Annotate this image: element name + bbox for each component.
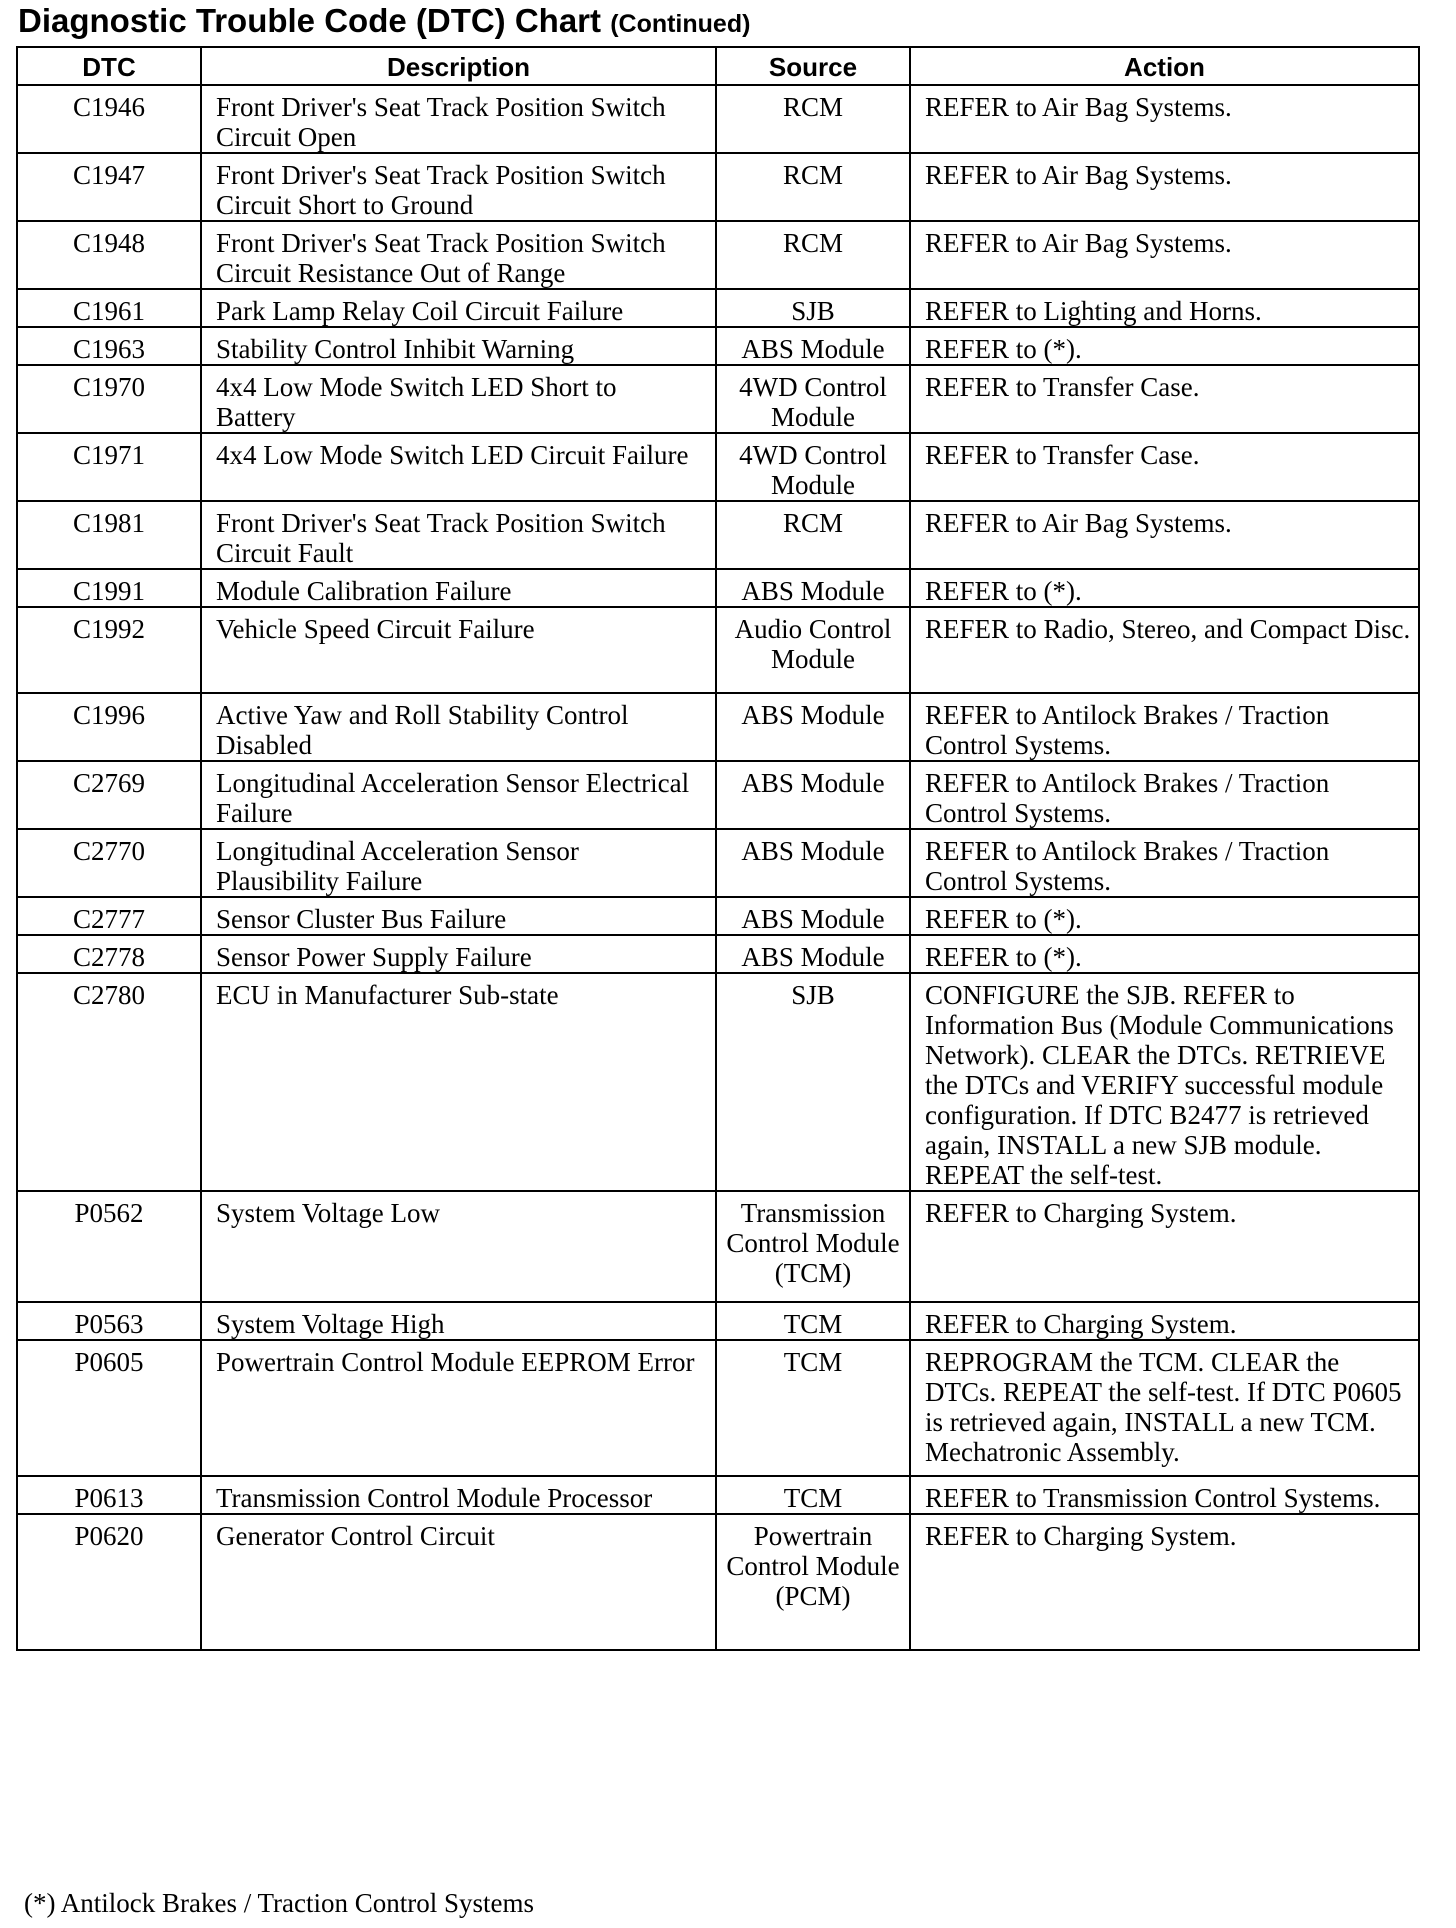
action-cell: REFER to Air Bag Systems. bbox=[910, 153, 1419, 221]
table-row bbox=[17, 897, 1419, 935]
action-cell: REFER to Charging System. bbox=[910, 1514, 1419, 1650]
dtc-code-cell: P0613 bbox=[17, 1476, 201, 1514]
description-cell: System Voltage Low bbox=[201, 1191, 716, 1302]
table-row bbox=[17, 501, 1419, 569]
source-cell: 4WD Control Module bbox=[716, 365, 910, 433]
description-cell: Stability Control Inhibit Warning bbox=[201, 327, 716, 365]
description-cell: Sensor Cluster Bus Failure bbox=[201, 897, 716, 935]
source-cell: ABS Module bbox=[716, 569, 910, 607]
table-body bbox=[17, 85, 1419, 1650]
description-cell: Module Calibration Failure bbox=[201, 569, 716, 607]
action-cell: REFER to (*). bbox=[910, 935, 1419, 973]
action-cell: REFER to (*). bbox=[910, 327, 1419, 365]
table-row bbox=[17, 1191, 1419, 1302]
description-cell: Transmission Control Module Processor bbox=[201, 1476, 716, 1514]
dtc-code-cell: C2777 bbox=[17, 897, 201, 935]
action-cell: REFER to (*). bbox=[910, 897, 1419, 935]
description-cell: System Voltage High bbox=[201, 1302, 716, 1340]
column-header-description: Description bbox=[201, 47, 716, 85]
table-row bbox=[17, 433, 1419, 501]
description-cell: 4x4 Low Mode Switch LED Short to Battery bbox=[201, 365, 716, 433]
action-cell: REFER to Air Bag Systems. bbox=[910, 501, 1419, 569]
table-header-row bbox=[17, 47, 1419, 85]
dtc-code-cell: C1996 bbox=[17, 693, 201, 761]
action-cell: REFER to (*). bbox=[910, 569, 1419, 607]
source-cell: TCM bbox=[716, 1476, 910, 1514]
table-row bbox=[17, 289, 1419, 327]
table-row bbox=[17, 1302, 1419, 1340]
dtc-code-cell: P0563 bbox=[17, 1302, 201, 1340]
column-header-source: Source bbox=[716, 47, 910, 85]
source-cell: ABS Module bbox=[716, 829, 910, 897]
source-cell: ABS Module bbox=[716, 693, 910, 761]
action-cell: REFER to Transmission Control Systems. bbox=[910, 1476, 1419, 1514]
action-cell: REFER to Transfer Case. bbox=[910, 433, 1419, 501]
dtc-code-cell: P0605 bbox=[17, 1340, 201, 1476]
table-row bbox=[17, 761, 1419, 829]
description-cell: Front Driver's Seat Track Position Switch Circuit Short to Ground bbox=[201, 153, 716, 221]
source-cell: ABS Module bbox=[716, 935, 910, 973]
source-cell: RCM bbox=[716, 85, 910, 153]
table-row bbox=[17, 569, 1419, 607]
description-cell: Longitudinal Acceleration Sensor Electrical Failure bbox=[201, 761, 716, 829]
source-cell: TCM bbox=[716, 1340, 910, 1476]
description-cell: Powertrain Control Module EEPROM Error bbox=[201, 1340, 716, 1476]
table-row bbox=[17, 693, 1419, 761]
action-cell: REFER to Lighting and Horns. bbox=[910, 289, 1419, 327]
action-cell: REFER to Charging System. bbox=[910, 1191, 1419, 1302]
dtc-code-cell: P0562 bbox=[17, 1191, 201, 1302]
dtc-code-cell: C1992 bbox=[17, 607, 201, 693]
dtc-code-cell: C1961 bbox=[17, 289, 201, 327]
dtc-code-cell: C1946 bbox=[17, 85, 201, 153]
page-title-main: Diagnostic Trouble Code (DTC) Chart bbox=[18, 2, 602, 39]
table-row bbox=[17, 935, 1419, 973]
table-row bbox=[17, 221, 1419, 289]
source-cell: ABS Module bbox=[716, 327, 910, 365]
dtc-code-cell: C1970 bbox=[17, 365, 201, 433]
dtc-code-cell: C2769 bbox=[17, 761, 201, 829]
description-cell: Longitudinal Acceleration Sensor Plausibility Failure bbox=[201, 829, 716, 897]
source-cell: SJB bbox=[716, 973, 910, 1191]
source-cell: TCM bbox=[716, 1302, 910, 1340]
dtc-code-cell: C2780 bbox=[17, 973, 201, 1191]
dtc-code-cell: C1981 bbox=[17, 501, 201, 569]
table-row bbox=[17, 973, 1419, 1191]
source-cell: RCM bbox=[716, 501, 910, 569]
table-row bbox=[17, 327, 1419, 365]
description-cell: ECU in Manufacturer Sub-state bbox=[201, 973, 716, 1191]
action-cell: REFER to Transfer Case. bbox=[910, 365, 1419, 433]
dtc-code-cell: C2770 bbox=[17, 829, 201, 897]
table-row bbox=[17, 85, 1419, 153]
source-cell: ABS Module bbox=[716, 761, 910, 829]
column-header-dtc: DTC bbox=[17, 47, 201, 85]
dtc-code-cell: C1947 bbox=[17, 153, 201, 221]
dtc-code-cell: C1971 bbox=[17, 433, 201, 501]
dtc-code-cell: C2778 bbox=[17, 935, 201, 973]
source-cell: ABS Module bbox=[716, 897, 910, 935]
table-row bbox=[17, 1340, 1419, 1476]
dtc-code-cell: C1948 bbox=[17, 221, 201, 289]
description-cell: Generator Control Circuit bbox=[201, 1514, 716, 1650]
description-cell: Sensor Power Supply Failure bbox=[201, 935, 716, 973]
dtc-code-cell: P0620 bbox=[17, 1514, 201, 1650]
table-row bbox=[17, 153, 1419, 221]
dtc-code-cell: C1963 bbox=[17, 327, 201, 365]
source-cell: Transmission Control Module (TCM) bbox=[716, 1191, 910, 1302]
source-cell: RCM bbox=[716, 153, 910, 221]
action-cell: REFER to Charging System. bbox=[910, 1302, 1419, 1340]
source-cell: 4WD Control Module bbox=[716, 433, 910, 501]
source-cell: Powertrain Control Module (PCM) bbox=[716, 1514, 910, 1650]
description-cell: Front Driver's Seat Track Position Switch Circuit Fault bbox=[201, 501, 716, 569]
description-cell: Front Driver's Seat Track Position Switch Circuit Open bbox=[201, 85, 716, 153]
description-cell: Vehicle Speed Circuit Failure bbox=[201, 607, 716, 693]
page-title-suffix: (Continued) bbox=[610, 10, 751, 38]
page-title bbox=[18, 2, 750, 40]
action-cell: REFER to Antilock Brakes / Traction Control Systems. bbox=[910, 761, 1419, 829]
action-cell: REFER to Radio, Stereo, and Compact Disc. bbox=[910, 607, 1419, 693]
action-cell: REFER to Antilock Brakes / Traction Control Systems. bbox=[910, 693, 1419, 761]
description-cell: Active Yaw and Roll Stability Control Disabled bbox=[201, 693, 716, 761]
description-cell: 4x4 Low Mode Switch LED Circuit Failure bbox=[201, 433, 716, 501]
table-row bbox=[17, 607, 1419, 693]
description-cell: Front Driver's Seat Track Position Switch Circuit Resistance Out of Range bbox=[201, 221, 716, 289]
action-cell: REFER to Air Bag Systems. bbox=[910, 85, 1419, 153]
column-header-action: Action bbox=[910, 47, 1419, 85]
table-row bbox=[17, 365, 1419, 433]
source-cell: RCM bbox=[716, 221, 910, 289]
action-cell: REFER to Air Bag Systems. bbox=[910, 221, 1419, 289]
action-cell: REPROGRAM the TCM. CLEAR the DTCs. REPEAT the self-test. If DTC P0605 is retrieved again, INSTALL a new TCM. Mechatronic Assembly. bbox=[910, 1340, 1419, 1476]
footnote: (*) Antilock Brakes / Traction Control Systems bbox=[24, 1888, 534, 1918]
table-row bbox=[17, 1514, 1419, 1650]
action-cell: CONFIGURE the SJB. REFER to Information Bus (Module Communications Network). CLEAR the DTCs. RETRIEVE the DTCs and VERIFY successful module configuration. If DTC B2477 is retrieved again, INSTALL a new SJB module. REPEAT the self-test. bbox=[910, 973, 1419, 1191]
source-cell: SJB bbox=[716, 289, 910, 327]
action-cell: REFER to Antilock Brakes / Traction Control Systems. bbox=[910, 829, 1419, 897]
dtc-table bbox=[16, 46, 1420, 1651]
description-cell: Park Lamp Relay Coil Circuit Failure bbox=[201, 289, 716, 327]
dtc-code-cell: C1991 bbox=[17, 569, 201, 607]
table-row bbox=[17, 829, 1419, 897]
table-row bbox=[17, 1476, 1419, 1514]
source-cell: Audio Control Module bbox=[716, 607, 910, 693]
